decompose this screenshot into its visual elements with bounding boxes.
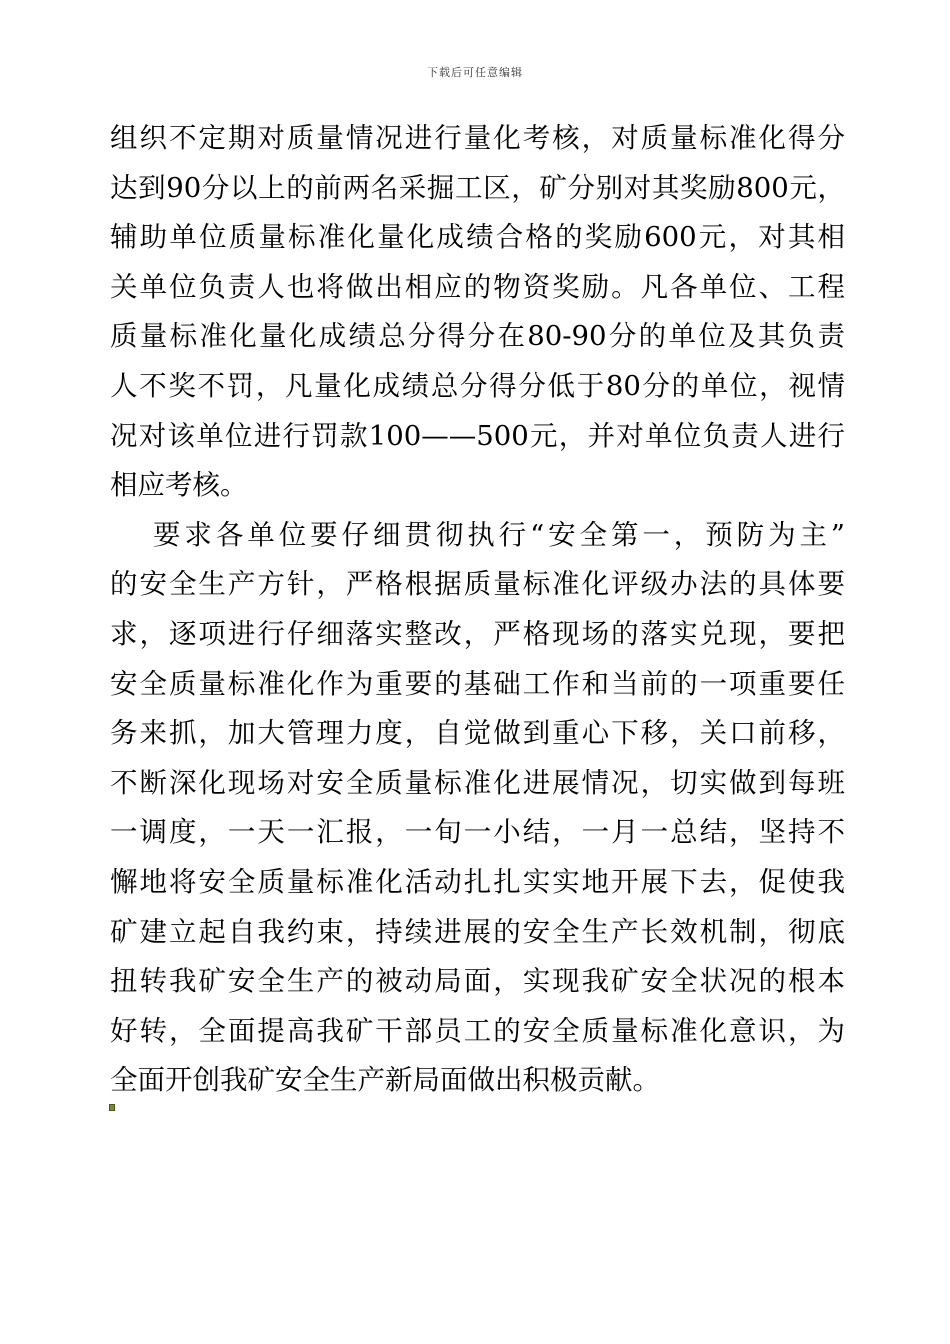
text-line: 扭转我矿安全生产的被动局面，实现我矿安全状况的根本 <box>110 965 845 998</box>
text-line: 务来抓，加大管理力度，自觉做到重心下移，关口前移， <box>110 717 845 750</box>
text-line: 懈地将安全质量标准化活动扎扎实实地开展下去，促使我 <box>110 865 845 898</box>
text-line: 的安全生产方针，严格根据质量标准化评级办法的具体要 <box>110 568 845 601</box>
text-line: 达到90分以上的前两名采掘工区，矿分别对其奖励800元， <box>110 171 845 204</box>
text-line: 矿建立起自我约束，持续进展的安全生产长效机制，彻底 <box>110 915 845 948</box>
anchor-marker-icon <box>109 1104 115 1111</box>
text-line: 要求各单位要仔细贯彻执行“安全第一，预防为主” <box>153 518 845 551</box>
text-line: 好转，全面提高我矿干部员工的安全质量标准化意识，为 <box>110 1014 845 1047</box>
text-line: 人不奖不罚，凡量化成绩总分得分低于80分的单位，视情 <box>110 369 845 402</box>
page-header: 下载后可任意编辑 <box>427 66 523 79</box>
text-line: 求，逐项进行仔细落实整改，严格现场的落实兑现，要把 <box>110 617 845 650</box>
text-line: 组织不定期对质量情况进行量化考核，对质量标准化得分 <box>110 122 845 154</box>
text-line: 辅助单位质量标准化量化成绩合格的奖励600元，对其相 <box>110 221 845 254</box>
text-line: 不断深化现场对安全质量标准化进展情况，切实做到每班 <box>110 766 845 799</box>
paragraph-1 <box>110 114 845 511</box>
paragraph-2 <box>110 511 845 1106</box>
text-line: 安全质量标准化作为重要的基础工作和当前的一项重要任 <box>110 667 845 700</box>
text-line: 质量标准化量化成绩总分得分在80-90分的单位及其负责 <box>110 320 845 353</box>
text-line: 相应考核。 <box>110 469 248 502</box>
document-body <box>110 114 845 1106</box>
text-line: 关单位负责人也将做出相应的物资奖励。凡各单位、工程 <box>110 270 845 303</box>
text-line: 况对该单位进行罚款100——500元，并对单位负责人进行 <box>110 419 845 452</box>
text-line: 全面开创我矿安全生产新局面做出积极贡献。 <box>110 1064 660 1097</box>
text-line: 一调度，一天一汇报，一旬一小结，一月一总结，坚持不 <box>110 816 845 849</box>
